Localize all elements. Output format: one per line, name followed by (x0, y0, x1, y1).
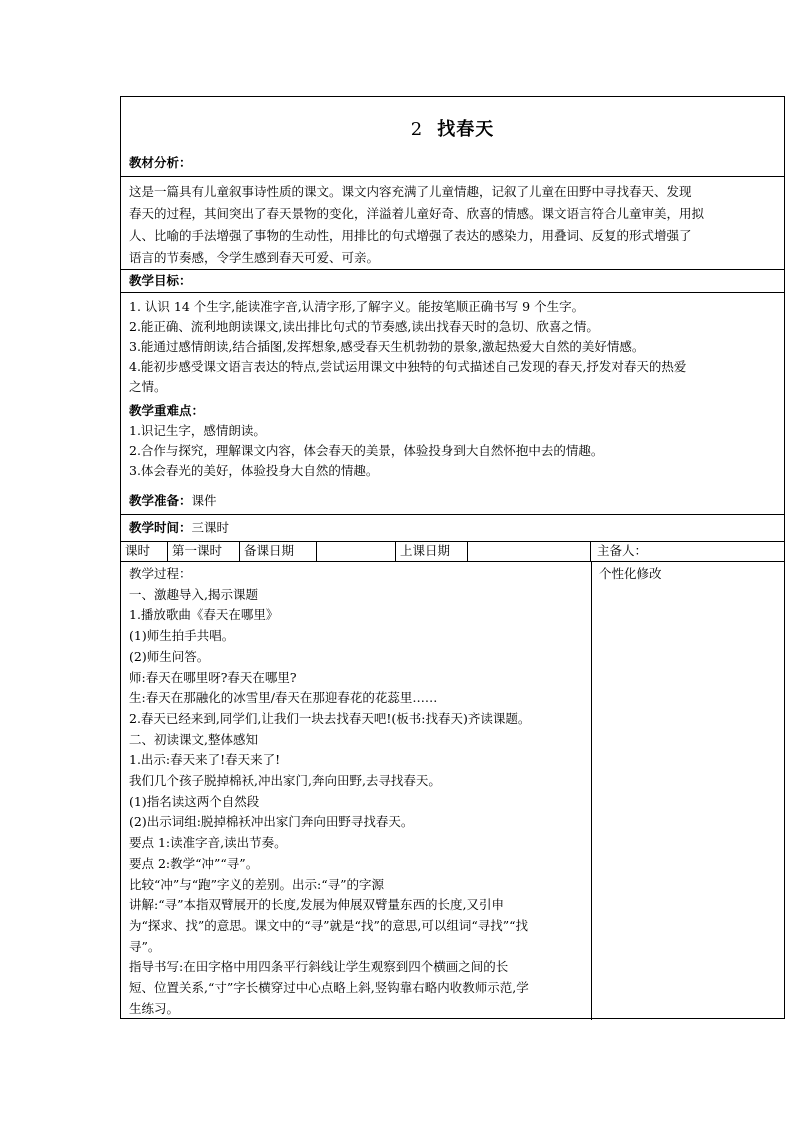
lesson-number: 2 (410, 119, 424, 140)
analysis-heading: 教材分析： (129, 155, 192, 170)
process-line: 指导书写:在田字格中用四条平行斜线让学生观察到四个横画之间的长 (129, 959, 509, 975)
column-divider (591, 561, 592, 1020)
personalized-notes-label: 个性化修改 (599, 566, 662, 581)
analysis-line: 语言的节奏感，令学生感到春天可爱、可亲。 (129, 250, 380, 265)
process-line: 二、初读课文,整体感知 (129, 731, 258, 747)
goal-line: 2.能正确、流利地朗读课文,读出排比句式的节奏感,读出找春天时的急切、欣喜之情。 (129, 319, 599, 334)
prep-section (129, 491, 776, 511)
time-section (129, 518, 776, 538)
analysis-section (129, 153, 776, 173)
process-line: 1.播放歌曲《春天在哪里》 (129, 607, 279, 623)
time-heading: 教学时间： (129, 520, 192, 535)
lesson-plan-sheet (120, 96, 785, 1019)
analysis-body (129, 181, 776, 269)
goals-body (129, 297, 776, 397)
goals-section (129, 271, 776, 291)
analysis-line: 人、比喻的手法增强了事物的生动性，用排比的句式增强了表达的感染力，用叠词、反复的形式增强了 (129, 228, 692, 243)
process-line: 要点 2:教学“冲”“寻”。 (129, 855, 259, 871)
process-line: 要点 1:读准字音,读出节奏。 (129, 835, 287, 851)
divider (121, 292, 784, 293)
schedule-cell-prep-date-label: 备课日期 (240, 541, 317, 561)
key-point-line: 3.体会春光的美好，体验投身大自然的情趣。 (129, 463, 379, 478)
process-line: 生练习。 (129, 1000, 180, 1016)
schedule-cell-prep-date-value[interactable] (317, 541, 396, 561)
goal-line: 之情。 (129, 379, 167, 394)
process-line: 一、激趣导入,揭示课题 (129, 586, 258, 602)
schedule-cell-period-value: 第一课时 (168, 541, 240, 561)
key-points-section (129, 401, 776, 481)
divider (121, 514, 784, 515)
lesson-title: 找春天 (437, 119, 495, 140)
process-line: 比较“冲”与“跑”字义的差别。出示:“寻”的字源 (129, 876, 385, 892)
process-line: 2.春天已经来到,同学们,让我们一块去找春天吧!(板书:找春天)齐读课题。 (129, 710, 531, 726)
divider (121, 561, 784, 562)
key-point-line: 1.识记生字，感情朗读。 (129, 423, 266, 438)
analysis-line: 这是一篇具有儿童叙事诗性质的课文。课文内容充满了儿童情趣，记叙了儿童在田野中寻找春天、发现 (129, 184, 692, 199)
process-line: 我们几个孩子脱掉棉袄,冲出家门,奔向田野,去寻找春天。 (129, 773, 441, 789)
key-points-heading: 教学重难点： (129, 403, 205, 418)
process-section (129, 564, 589, 1019)
goal-line: 3.能通过感情朗读,结合插图,发挥想象,感受春天生机勃勃的景象,激起热爱大自然的美好情感。 (129, 339, 645, 354)
process-line: 师:春天在哪里呀?春天在哪里? (129, 669, 297, 685)
process-line: (2)师生问答。 (129, 648, 210, 664)
process-line: 为“探求、找”的意思。课文中的“寻”就是“找”的意思,可以组词“寻找”“找 (129, 917, 528, 933)
key-point-line: 2.合作与探究，理解课文内容，体会春天的美景，体验投身到大自然怀抱中去的情趣。 (129, 443, 604, 458)
schedule-row (121, 541, 784, 561)
process-line: 1.出示:春天来了!春天来了! (129, 752, 281, 768)
time-value: 三课时 (191, 520, 230, 535)
goal-line: 1. 认识 14 个生字,能读准字音,认清字形,了解字义。能按笔顺正确书写 9 个生字。 (129, 299, 585, 314)
process-line: 短、位置关系,“寸”字长横穿过中心点略上斜,竖钩靠右略内收教师示范,学 (129, 980, 529, 996)
divider (121, 269, 784, 270)
process-heading: 教学过程： (129, 566, 192, 581)
process-line: 讲解:“寻”本指双臂展开的长度,发展为伸展双臂量东西的长度,又引申 (129, 897, 504, 913)
schedule-cell-preparer: 主备人： (597, 543, 648, 558)
process-line: 寻”。 (129, 938, 161, 954)
goals-heading: 教学目标： (129, 273, 192, 288)
schedule-cell-class-date-value[interactable] (468, 541, 591, 561)
process-line: (1)指名读这两个自然段 (129, 793, 260, 809)
personalized-notes-column[interactable] (599, 564, 662, 584)
goal-line: 4.能初步感受课文语言表达的特点,尝试运用课文中独特的句式描述自己发现的春天,抒发对春天的热爱 (129, 359, 687, 374)
process-line: 生:春天在那融化的冰雪里/春天在那迎春花的花蕊里…… (129, 690, 438, 706)
divider (121, 176, 784, 177)
prep-heading: 教学准备： (129, 493, 192, 508)
schedule-cell-period-label: 课时 (121, 541, 168, 561)
analysis-line: 春天的过程，其间突出了春天景物的变化，洋溢着儿童好奇、欣喜的情感。课文语言符合儿童审美，用拟 (129, 206, 705, 221)
prep-value: 课件 (191, 493, 217, 508)
schedule-cell-class-date-label: 上课日期 (396, 541, 468, 561)
process-line: (2)出示词组:脱掉棉袄冲出家门奔向田野寻找春天。 (129, 814, 414, 830)
page-title (121, 115, 784, 141)
process-line: (1)师生拍手共唱。 (129, 628, 235, 644)
